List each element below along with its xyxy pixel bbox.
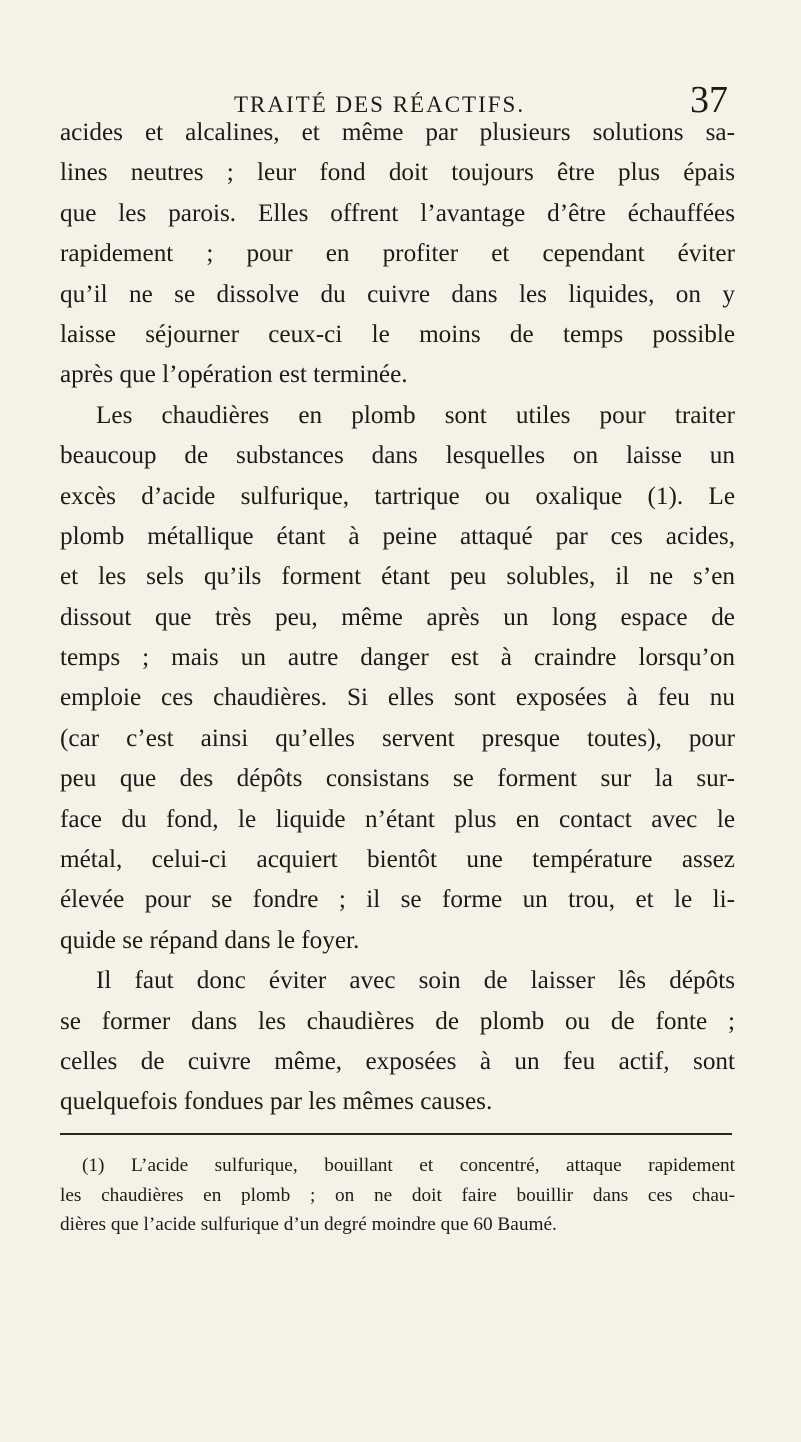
text-line: excès d’acide sulfurique, tartrique ou oxalique (1). Le xyxy=(60,482,735,510)
text-line: qu’il ne se dissolve du cuivre dans les liquides, on y xyxy=(60,280,735,308)
text-line: laisse séjourner ceux-ci le moins de temps possible xyxy=(60,320,735,348)
footnote-divider xyxy=(60,1133,732,1135)
text-line: Les chaudières en plomb sont utiles pour traiter xyxy=(96,401,735,429)
text-line: que les parois. Elles offrent l’avantage d’être échauffées xyxy=(60,199,735,227)
text-line: face du fond, le liquide n’étant plus en contact avec le xyxy=(60,805,735,833)
text-line: Il faut donc éviter avec soin de laisser lês dépôts xyxy=(96,967,735,995)
text-line: dissout que très peu, même après un long espace de xyxy=(60,603,735,631)
footnote-line: dières que l’acide sulfurique d’un degré moindre que 60 Baumé. xyxy=(60,1214,557,1235)
text-line: emploie ces chaudières. Si elles sont exposées à feu nu xyxy=(60,684,735,712)
text-line: plomb métallique étant à peine attaqué par ces acides, xyxy=(60,522,735,550)
text-line: métal, celui-ci acquiert bientôt une température assez xyxy=(60,846,735,874)
text-line: quelquefois fondues par les mêmes causes. xyxy=(60,1088,493,1116)
text-line: se former dans les chaudières de plomb ou de fonte ; xyxy=(60,1007,735,1035)
running-title: TRAITÉ DES RÉACTIFS. xyxy=(234,92,526,117)
text-line: et les sels qu’ils forment étant peu solubles, il ne s’en xyxy=(60,563,735,591)
footnote-line: les chaudières en plomb ; on ne doit faire bouillir dans ces chau- xyxy=(60,1184,735,1206)
text-line: acides et alcalines, et même par plusieurs solutions sa- xyxy=(60,119,735,146)
text-line: peu que des dépôts consistans se forment sur la sur- xyxy=(60,765,735,793)
main-text xyxy=(60,113,735,1123)
page-number: 37 xyxy=(690,79,728,121)
footnote-line: (1) L’acide sulfurique, bouillant et concentré, attaque rapidement xyxy=(82,1155,735,1176)
text-line: élevée pour se fondre ; il se forme un trou, et le li- xyxy=(60,886,735,914)
text-line: lines neutres ; leur fond doit toujours être plus épais xyxy=(60,159,735,187)
text-line: temps ; mais un autre danger est à craindre lorsqu’on xyxy=(60,644,735,672)
text-line: rapidement ; pour en profiter et cependant éviter xyxy=(60,240,735,268)
text-line: quide se répand dans le foyer. xyxy=(60,926,360,954)
text-line: après que l’opération est terminée. xyxy=(60,361,408,389)
text-line: celles de cuivre même, exposées à un feu actif, sont xyxy=(60,1047,735,1075)
text-line: beaucoup de substances dans lesquelles on laisse un xyxy=(60,442,735,470)
text-line: (car c’est ainsi qu’elles servent presque toutes), pour xyxy=(60,724,735,752)
footnote xyxy=(60,1151,735,1240)
